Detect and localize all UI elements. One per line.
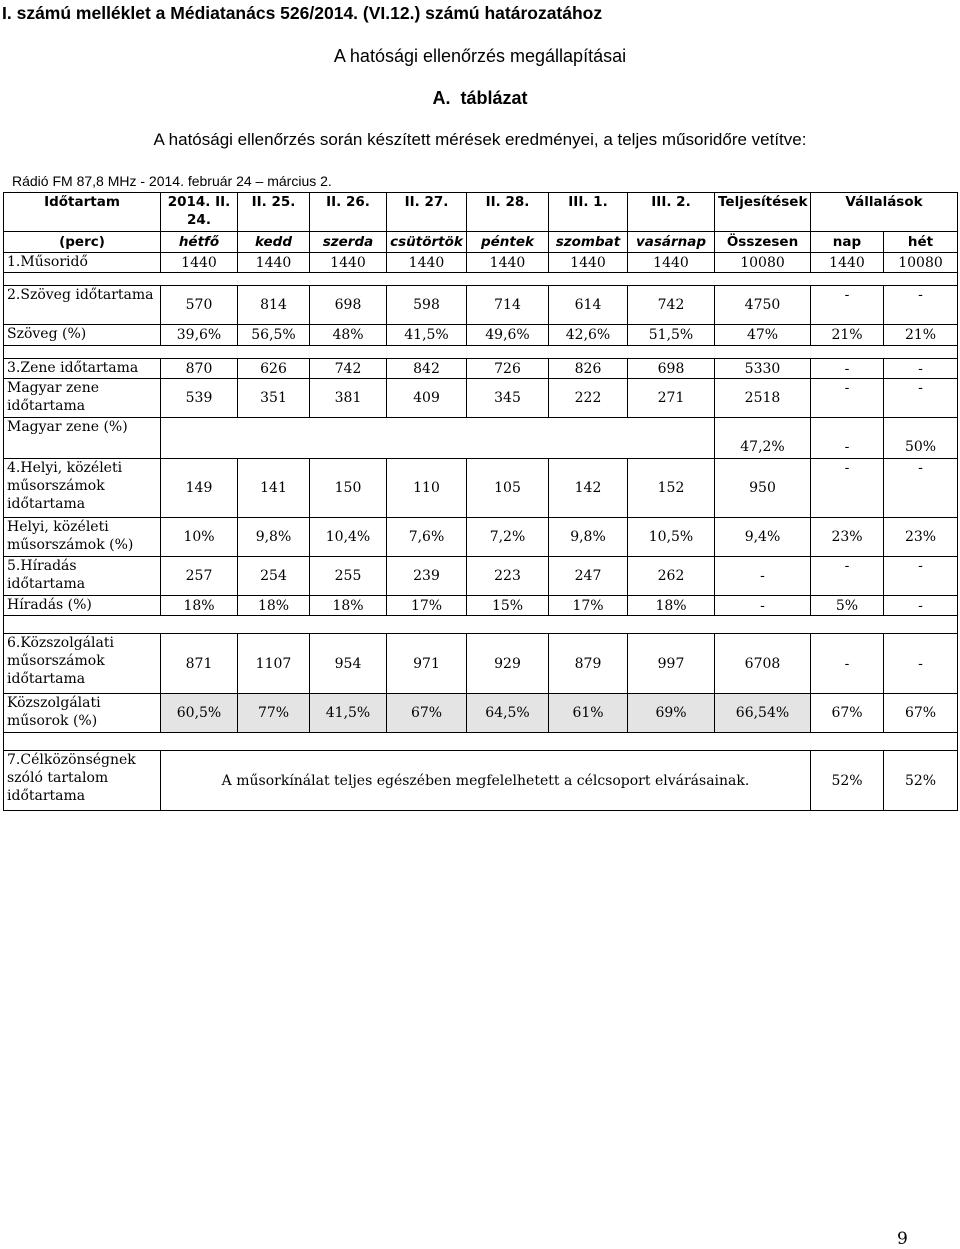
- table-number: A.: [432, 88, 451, 108]
- table-cell: 1440: [310, 253, 387, 273]
- het-cell: -: [884, 459, 958, 518]
- total-cell: 10080: [715, 253, 811, 273]
- header-date: II. 26.: [310, 193, 387, 232]
- het-cell: 21%: [884, 325, 958, 346]
- table-cell: 871: [161, 634, 238, 694]
- table-cell: 18%: [238, 596, 310, 616]
- table-cell: 814: [238, 286, 310, 325]
- total-cell: 66,54%: [715, 694, 811, 733]
- table-cell: 271: [628, 379, 715, 418]
- table-cell: 7,2%: [467, 518, 549, 557]
- table-cell: 9,8%: [238, 518, 310, 557]
- header-vallalasok: Vállalások: [811, 193, 958, 232]
- table-row: [4, 253, 958, 273]
- header-date: III. 2.: [628, 193, 715, 232]
- table-cell: 879: [549, 634, 628, 694]
- row-label: 7.Célközönségnek szóló tartalom időtartama: [4, 751, 161, 811]
- table-cell: 409: [387, 379, 467, 418]
- table-cell: 18%: [161, 596, 238, 616]
- table-cell: 152: [628, 459, 715, 518]
- table-row: [4, 596, 958, 616]
- het-cell: -: [884, 379, 958, 418]
- header-day: szerda: [310, 232, 387, 253]
- table-row: [4, 359, 958, 379]
- table-cell: 1440: [467, 253, 549, 273]
- header-osszesen: Összesen: [715, 232, 811, 253]
- nap-cell: -: [811, 418, 884, 459]
- table-cell: 1107: [238, 634, 310, 694]
- header-day: kedd: [238, 232, 310, 253]
- table-cell: 257: [161, 557, 238, 596]
- table-row: [4, 518, 958, 557]
- nap-cell: 52%: [811, 751, 884, 811]
- table-row: [4, 286, 958, 325]
- summary-text: A műsorkínálat teljes egészében megfelelhetett a célcsoport elvárásainak.: [161, 751, 811, 811]
- table-cell: 48%: [310, 325, 387, 346]
- table-cell: 10%: [161, 518, 238, 557]
- table-cell: 971: [387, 634, 467, 694]
- table-cell: 15%: [467, 596, 549, 616]
- table-cell: 41,5%: [387, 325, 467, 346]
- table-cell: 110: [387, 459, 467, 518]
- table-row: [4, 557, 958, 596]
- results-table: [3, 192, 958, 811]
- table-cell: 1440: [628, 253, 715, 273]
- total-cell: 9,4%: [715, 518, 811, 557]
- het-cell: 23%: [884, 518, 958, 557]
- spacer-cell: [4, 346, 958, 359]
- het-cell: 52%: [884, 751, 958, 811]
- het-cell: -: [884, 286, 958, 325]
- page-heading: I. számú melléklet a Médiatanács 526/2014. (VI.12.) számú határozatához: [2, 3, 603, 23]
- table-cell: 1440: [549, 253, 628, 273]
- table-cell: 247: [549, 557, 628, 596]
- header-date: II. 28.: [467, 193, 549, 232]
- het-cell: -: [884, 359, 958, 379]
- header-day: szombat: [549, 232, 628, 253]
- header-het: hét: [884, 232, 958, 253]
- table-cell: 714: [467, 286, 549, 325]
- nap-cell: -: [811, 634, 884, 694]
- table-cell: 929: [467, 634, 549, 694]
- table-cell: 49,6%: [467, 325, 549, 346]
- table-cell: 18%: [310, 596, 387, 616]
- table-cell: 870: [161, 359, 238, 379]
- header-date: 2014. II. 24.: [161, 193, 238, 232]
- table-cell: 60,5%: [161, 694, 238, 733]
- table-cell: 698: [310, 286, 387, 325]
- page-number: 9: [897, 1229, 908, 1249]
- het-cell: 10080: [884, 253, 958, 273]
- table-cell: 141: [238, 459, 310, 518]
- nap-cell: -: [811, 459, 884, 518]
- table-cell: 1440: [161, 253, 238, 273]
- nap-cell: 21%: [811, 325, 884, 346]
- table-cell: 345: [467, 379, 549, 418]
- table-cell: 7,6%: [387, 518, 467, 557]
- table-cell: 742: [628, 286, 715, 325]
- spacer-cell: [4, 273, 958, 286]
- table-cell: 149: [161, 459, 238, 518]
- row-label: 5.Híradás időtartama: [4, 557, 161, 596]
- table-cell: 223: [467, 557, 549, 596]
- table-cell: 954: [310, 634, 387, 694]
- table-cell: 698: [628, 359, 715, 379]
- table-row: [4, 634, 958, 694]
- table-cell: 598: [387, 286, 467, 325]
- table-cell: 51,5%: [628, 325, 715, 346]
- het-cell: -: [884, 596, 958, 616]
- table-cell: 56,5%: [238, 325, 310, 346]
- header-date: III. 1.: [549, 193, 628, 232]
- header-day: vasárnap: [628, 232, 715, 253]
- spacer-cell: [4, 733, 958, 751]
- het-cell: -: [884, 557, 958, 596]
- het-cell: -: [884, 634, 958, 694]
- spacer-row: [4, 616, 958, 634]
- document-subtitle: A hatósági ellenőrzés megállapításai: [333, 46, 627, 66]
- table-row: [4, 694, 958, 733]
- het-cell: 50%: [884, 418, 958, 459]
- total-cell: -: [715, 557, 811, 596]
- nap-cell: 5%: [811, 596, 884, 616]
- table-cell: 614: [549, 286, 628, 325]
- spacer-row: [4, 346, 958, 359]
- nap-cell: 1440: [811, 253, 884, 273]
- row-label: Magyar zene (%): [4, 418, 161, 459]
- table-title-text: táblázat: [460, 88, 528, 108]
- header-label: Időtartam: [4, 193, 161, 232]
- table-cell: 10,4%: [310, 518, 387, 557]
- station-info: Rádió FM 87,8 MHz - 2014. február 24 – március 2.: [12, 173, 332, 189]
- table-cell: 1440: [238, 253, 310, 273]
- table-cell: 39,6%: [161, 325, 238, 346]
- nap-cell: -: [811, 359, 884, 379]
- nap-cell: 67%: [811, 694, 884, 733]
- row-label: Híradás (%): [4, 596, 161, 616]
- header-unit: (perc): [4, 232, 161, 253]
- table-cell: 41,5%: [310, 694, 387, 733]
- table-cell: 105: [467, 459, 549, 518]
- table-cell: 42,6%: [549, 325, 628, 346]
- table-cell: 69%: [628, 694, 715, 733]
- table-caption: A hatósági ellenőrzés során készített mérések eredményei, a teljes műsoridőre vetítve:: [153, 130, 807, 149]
- row-label: 1.Műsoridő: [4, 253, 161, 273]
- table-cell: 10,5%: [628, 518, 715, 557]
- table-cell: 64,5%: [467, 694, 549, 733]
- table-cell: 17%: [387, 596, 467, 616]
- table-cell: 77%: [238, 694, 310, 733]
- header-date: II. 27.: [387, 193, 467, 232]
- table-cell: 254: [238, 557, 310, 596]
- table-cell: 17%: [549, 596, 628, 616]
- nap-cell: -: [811, 286, 884, 325]
- table-cell: 239: [387, 557, 467, 596]
- row-label: Szöveg (%): [4, 325, 161, 346]
- table-cell: 842: [387, 359, 467, 379]
- table-cell: 539: [161, 379, 238, 418]
- table-cell: 742: [310, 359, 387, 379]
- table-cell: 726: [467, 359, 549, 379]
- header-nap: nap: [811, 232, 884, 253]
- table-cell: 67%: [387, 694, 467, 733]
- spacer-row: [4, 273, 958, 286]
- header-date: II. 25.: [238, 193, 310, 232]
- total-cell: 47,2%: [715, 418, 811, 459]
- row-label: 6.Közszolgálati műsorszámok időtartama: [4, 634, 161, 694]
- table-row: [4, 379, 958, 418]
- total-cell: 2518: [715, 379, 811, 418]
- total-cell: -: [715, 596, 811, 616]
- header-teljesitesek: Teljesítések: [715, 193, 811, 232]
- table-cell: 626: [238, 359, 310, 379]
- total-cell: 4750: [715, 286, 811, 325]
- table-cell: 570: [161, 286, 238, 325]
- spacer-cell: [4, 616, 958, 634]
- table-cell: 18%: [628, 596, 715, 616]
- header-day: csütörtök: [387, 232, 467, 253]
- table-row: [4, 459, 958, 518]
- spacer-row: [4, 733, 958, 751]
- table-cell: 61%: [549, 694, 628, 733]
- table-row: [4, 418, 958, 459]
- table-cell: 381: [310, 379, 387, 418]
- table-cell: 222: [549, 379, 628, 418]
- row-label: 4.Helyi, közéleti műsorszámok időtartama: [4, 459, 161, 518]
- het-cell: 67%: [884, 694, 958, 733]
- table-title: [0, 88, 960, 109]
- total-cell: 47%: [715, 325, 811, 346]
- table-cell: 262: [628, 557, 715, 596]
- table-cell: 142: [549, 459, 628, 518]
- total-cell: 950: [715, 459, 811, 518]
- header-day: hétfő: [161, 232, 238, 253]
- row-label: Helyi, közéleti műsorszámok (%): [4, 518, 161, 557]
- table-cell: 150: [310, 459, 387, 518]
- total-cell: 6708: [715, 634, 811, 694]
- table-cell: 351: [238, 379, 310, 418]
- empty-cell: [161, 418, 715, 459]
- row-label: Magyar zene időtartama: [4, 379, 161, 418]
- table-row: [4, 325, 958, 346]
- table-row: [4, 751, 958, 811]
- table-cell: 255: [310, 557, 387, 596]
- table-cell: 1440: [387, 253, 467, 273]
- table-cell: 826: [549, 359, 628, 379]
- nap-cell: -: [811, 557, 884, 596]
- row-label: 2.Szöveg időtartama: [4, 286, 161, 325]
- header-row-dates: [4, 193, 958, 232]
- header-day: péntek: [467, 232, 549, 253]
- header-row-days: [4, 232, 958, 253]
- row-label: 3.Zene időtartama: [4, 359, 161, 379]
- table-cell: 9,8%: [549, 518, 628, 557]
- total-cell: 5330: [715, 359, 811, 379]
- nap-cell: -: [811, 379, 884, 418]
- table-cell: 997: [628, 634, 715, 694]
- nap-cell: 23%: [811, 518, 884, 557]
- row-label: Közszolgálati műsorok (%): [4, 694, 161, 733]
